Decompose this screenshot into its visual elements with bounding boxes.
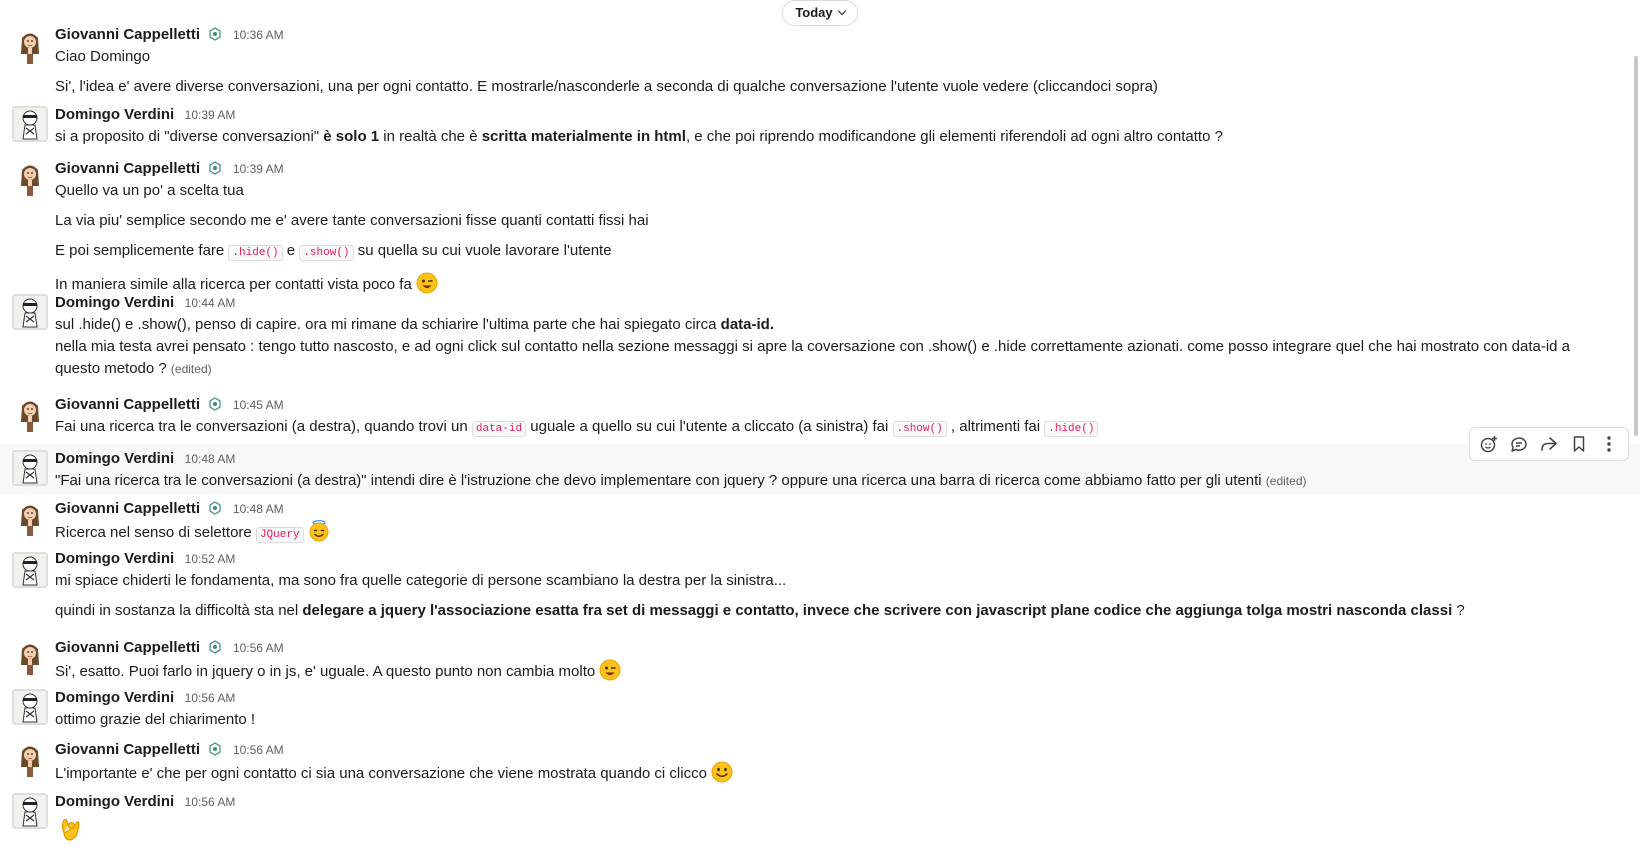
date-jump-button[interactable] [782,0,858,26]
message-text [55,520,1600,546]
avatar-domingo[interactable] [12,689,48,725]
message-text [55,240,1600,264]
avatar-domingo[interactable] [12,793,48,829]
inline-code: .show() [299,245,353,261]
author-name[interactable]: Giovanni Cappelletti [55,500,201,517]
message-text [55,659,1600,683]
author-name[interactable]: Giovanni Cappelletti [55,639,201,656]
edited-label: (edited) [1265,474,1307,488]
text-run: Si', esatto. Puoi farlo in jquery o in js, e' uguale. A questo punto non cambia molto [55,663,600,680]
author-name[interactable]: Domingo Verdini [55,106,175,123]
add-reaction-button[interactable] [1476,431,1502,457]
text-run: "Fai una ricerca tra le conversazioni (a destra)" intendi dire è l'istruzione che devo implementare con jquery ? oppure una ricerca una barra di ricerca come abbiamo fatto per gli utenti [55,472,1266,489]
workspace-badge-icon [208,742,222,756]
message-text [55,761,1600,785]
bold-text: data-id. [720,316,775,333]
timestamp[interactable]: 10:39 AM [232,162,284,176]
wink-emoji-icon[interactable] [416,272,438,294]
avatar-giovanni[interactable] [12,28,48,64]
timestamp[interactable]: 10:44 AM [184,296,236,310]
message[interactable] [0,498,1640,548]
author-name[interactable]: Giovanni Cappelletti [55,160,201,177]
message-text: Quello va un po' a scelta tua [55,182,244,199]
message[interactable] [0,739,1640,789]
inline-code: data-id [472,421,526,437]
message-text [55,336,1575,380]
author-name[interactable]: Domingo Verdini [55,550,175,567]
slight-smile-emoji-icon[interactable] [711,761,733,783]
reply-in-thread-button[interactable] [1506,431,1532,457]
message-text: Ciao Domingo [55,48,151,65]
avatar-giovanni[interactable] [12,639,48,675]
inline-code: .hide() [1044,421,1098,437]
chevron-down-icon [837,7,845,15]
text-run: si a proposito di "diverse conversazioni" [55,128,324,145]
message[interactable] [0,687,1640,737]
workspace-badge-icon [208,27,222,41]
text-run: Ricerca nel senso di selettore [55,524,256,541]
bold-text: è solo 1 [323,128,380,145]
author-name[interactable]: Giovanni Cappelletti [55,396,201,413]
scrollbar[interactable] [1632,0,1640,848]
message[interactable] [0,158,1640,293]
message[interactable] [0,791,1640,848]
message-text: Si', l'idea e' avere diverse conversazioni, una per ogni contatto. E mostrarle/nasconderle a seconda di qualche conversazione l'utente vuole vedere (cliccandoci sopra) [55,78,1158,95]
author-name[interactable]: Domingo Verdini [55,689,175,706]
timestamp[interactable]: 10:48 AM [184,452,236,466]
message-hovered[interactable] [0,444,1640,494]
thread-icon [1509,434,1529,454]
text-run: , altrimenti fai [946,418,1045,435]
text-run: nella mia testa avrei pensato : tengo tutto nascosto, e ad ogni click sul contatto nella sezione messaggi si apre la coversazione con .show() e .hide correttamente azionati. come posso integrare quel che hai mostrato con data-id a questo metodo ? [55,338,1571,377]
edited-label: (edited) [170,362,212,376]
save-for-later-button[interactable] [1566,431,1592,457]
avatar-giovanni[interactable] [12,396,48,432]
avatar-giovanni[interactable] [12,741,48,777]
message-text [55,416,1600,440]
more-actions-button[interactable] [1596,431,1622,457]
timestamp[interactable]: 10:39 AM [184,108,236,122]
wink-emoji-icon[interactable] [599,659,621,681]
text-run: sul .hide() e .show(), penso di capire. ora mi rimane da schiarire l'ultima parte che hai spiegato circa [55,316,721,333]
message[interactable] [0,637,1640,687]
message-text: La via piu' semplice secondo me e' avere tante conversazioni fisse quanti contatti fissi hai [55,212,649,229]
author-name[interactable]: Domingo Verdini [55,793,175,810]
text-run: In maniera simile alla ricerca per contatti vista poco fa [55,276,416,293]
workspace-badge-icon [208,397,222,411]
avatar-domingo[interactable] [12,552,48,588]
message-text: ottimo grazie del chiarimento ! [55,711,256,728]
workspace-badge-icon [208,640,222,654]
forward-message-button[interactable] [1536,431,1562,457]
text-run: e [282,242,300,259]
workspace-badge-icon [208,501,222,515]
message[interactable] [0,548,1640,622]
text-run: Fai una ricerca tra le conversazioni (a destra), quando trovi un [55,418,472,435]
text-run: su quella su cui vuole lavorare l'utente [353,242,612,259]
text-run: E poi semplicemente fare [55,242,229,259]
add-reaction-icon [1479,434,1499,454]
message[interactable] [0,292,1640,378]
timestamp[interactable]: 10:56 AM [232,641,284,655]
message-text [55,600,1600,622]
avatar-domingo[interactable] [12,450,48,486]
message-actions-toolbar [1469,427,1629,461]
bold-text: scritta materialmente in html [481,128,686,145]
message[interactable] [0,24,1640,98]
text-run: L'importante e' che per ogni contatto ci sia una conversazione che viene mostrata quando ci clicco [55,765,712,782]
message-text [55,126,1600,148]
timestamp[interactable]: 10:56 AM [232,743,284,757]
inline-code: .show() [893,421,947,437]
workspace-badge-icon [208,161,222,175]
text-run: quindi in sostanza la difficoltà sta nel [55,602,303,619]
message-emoji [55,813,1600,848]
inline-code: JQuery [256,527,304,543]
message-text [55,314,1600,336]
bookmark-icon [1569,434,1589,454]
avatar-giovanni[interactable] [12,160,48,196]
author-name[interactable]: Domingo Verdini [55,450,175,467]
ok-hand-emoji-icon[interactable] [55,813,85,843]
timestamp[interactable]: 10:52 AM [184,552,236,566]
timestamp[interactable]: 10:36 AM [232,28,284,42]
inline-code: .hide() [228,245,282,261]
date-label: Today [795,5,833,20]
author-name[interactable]: Giovanni Cappelletti [55,26,201,43]
bold-text: delegare a jquery l'associazione esatta fra set di messaggi e contatto, invece che scrivere con javascript plane codice che aggiunga tolga mostri nasconda classi [302,602,1453,619]
avatar-giovanni[interactable] [12,500,48,536]
author-name[interactable]: Domingo Verdini [55,294,175,311]
author-name[interactable]: Giovanni Cappelletti [55,741,201,758]
timestamp[interactable]: 10:56 AM [184,691,236,705]
message[interactable] [0,104,1640,148]
message[interactable] [0,394,1640,444]
text-run: in realtà che è [379,128,482,145]
forward-icon [1539,434,1559,454]
message-text: mi spiace chiderti le fondamenta, ma sono fra quelle categorie di persone scambiano la destra per la sinistra... [55,572,787,589]
text-run: uguale a quello su cui l'utente a cliccato (a sinistra) fai [526,418,893,435]
avatar-domingo[interactable] [12,106,48,142]
timestamp[interactable]: 10:48 AM [232,502,284,516]
text-run: ? [1452,602,1465,619]
more-vertical-icon [1599,434,1619,454]
text-run: , e che poi riprendo modificandone gli elementi riferendoli ad ogni altro contatto ? [685,128,1223,145]
timestamp[interactable]: 10:45 AM [232,398,284,412]
message-text [55,470,1600,492]
halo-smile-emoji-icon[interactable] [308,520,330,542]
avatar-domingo[interactable] [12,294,48,330]
timestamp[interactable]: 10:56 AM [184,795,236,809]
